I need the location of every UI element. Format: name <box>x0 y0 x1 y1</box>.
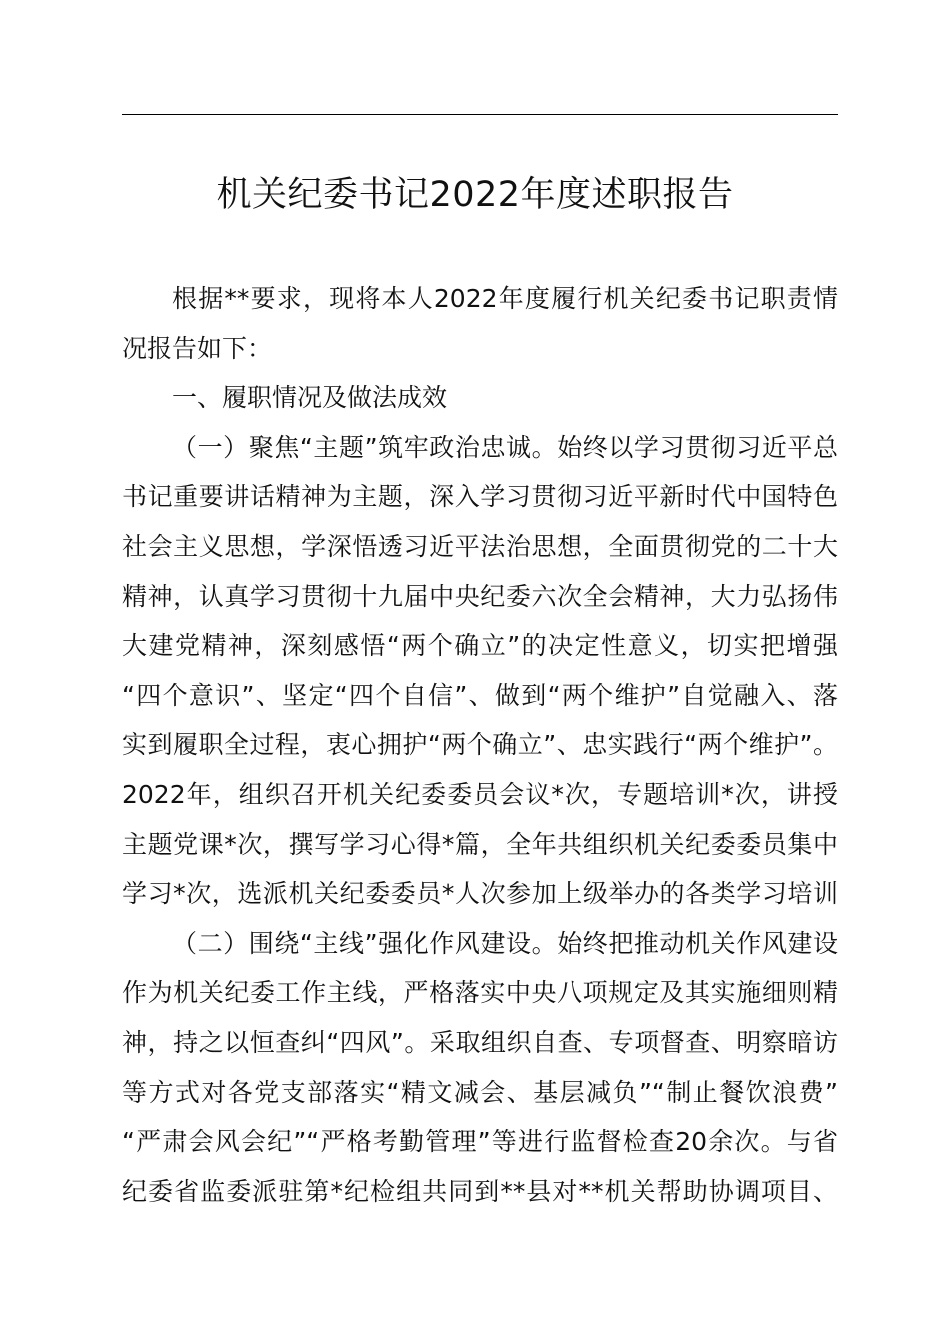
paragraph-line: 作为机关纪委工作主线，严格落实中央八项规定及其实施细则精 <box>122 978 838 1008</box>
header-rule <box>122 114 838 115</box>
paragraph-line: 大建党精神，深刻感悟“两个确立”的决定性意义，切实把增强 <box>122 631 838 661</box>
paragraph-line: 精神，认真学习贯彻十九届中央纪委六次全会精神，大力弘扬伟 <box>122 581 838 611</box>
paragraph-line: （二）围绕“主线”强化作风建设。始终把推动机关作风建设 <box>172 928 838 958</box>
paragraph-line: 根据**要求，现将本人2022年度履行机关纪委书记职责情 <box>172 284 838 313</box>
paragraph-line: 主题党课*次，撰写学习心得*篇，全年共组织机关纪委委员集中 <box>122 829 838 859</box>
paragraph-line: 纪委省监委派驻第*纪检组共同到**县对**机关帮助协调项目、 <box>122 1176 838 1206</box>
paragraph-line: “四个意识”、坚定“四个自信”、做到“两个维护”自觉融入、落 <box>122 680 838 710</box>
paragraph-line: 等方式对各党支部落实“精文减会、基层减负”“制止餐饮浪费” <box>122 1077 838 1107</box>
document-title: 机关纪委书记2022年度述职报告 <box>216 175 734 215</box>
paragraph-line: “严肃会风会纪”“严格考勤管理”等进行监督检查20余次。与省 <box>122 1127 838 1157</box>
document-body <box>122 274 838 1216</box>
paragraph-line: 学习*次，选派机关纪委委员*人次参加上级举办的各类学习培训 <box>122 879 838 909</box>
section-heading: 一、履职情况及做法成效 <box>172 383 448 413</box>
paragraph-line: 神，持之以恒查纠“四风”。采取组织自查、专项督查、明察暗访 <box>122 1027 838 1057</box>
paragraph-line: （一）聚焦“主题”筑牢政治忠诚。始终以学习贯彻习近平总 <box>172 432 838 462</box>
paragraph-line: 实到履职全过程，衷心拥护“两个确立”、忠实践行“两个维护”。 <box>122 730 838 760</box>
paragraph-line: 社会主义思想，学深悟透习近平法治思想，全面贯彻党的二十大 <box>122 531 838 561</box>
paragraph-line: 2022年，组织召开机关纪委委员会议*次，专题培训*次，讲授 <box>122 779 838 809</box>
paragraph-line: 况报告如下： <box>122 333 273 363</box>
paragraph-line: 书记重要讲话精神为主题，深入学习贯彻习近平新时代中国特色 <box>122 482 838 512</box>
